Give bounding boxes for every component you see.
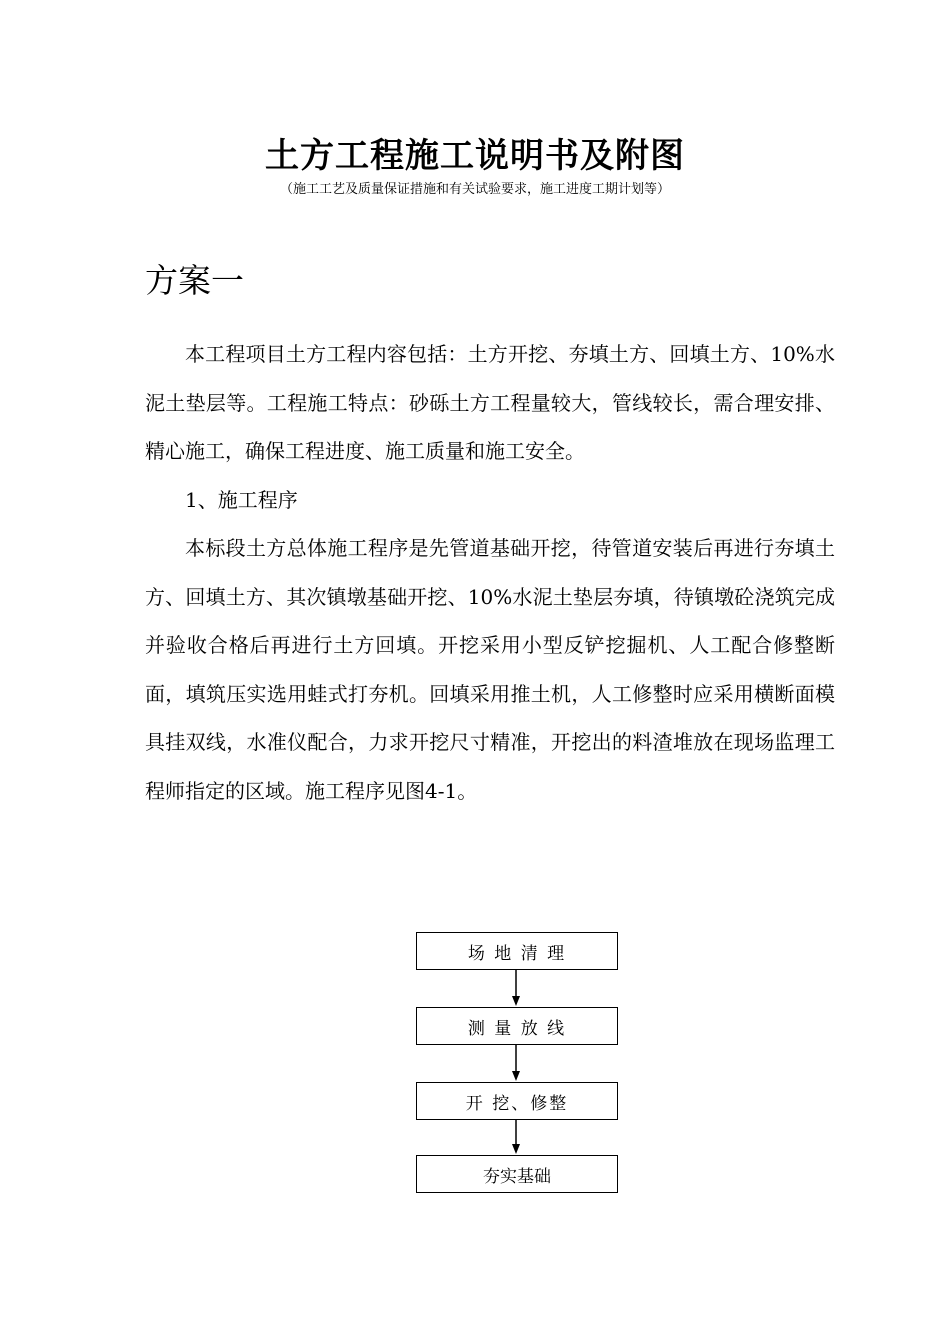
- section-heading: 方案一: [145, 261, 244, 300]
- subsection-heading: 1、施工程序: [185, 487, 298, 512]
- document-body: [145, 330, 835, 815]
- flowchart: [416, 932, 618, 1194]
- document-subtitle: （施工工艺及质量保证措施和有关试验要求，施工进度工期计划等）: [279, 182, 670, 197]
- flow-step-site-clearing: 场 地 清 理: [416, 932, 618, 970]
- arrow-down-icon: [511, 1120, 521, 1156]
- flow-step-survey-layout: 测 量 放 线: [416, 1007, 618, 1045]
- document-title: 土方工程施工说明书及附图: [265, 136, 685, 176]
- flow-step-compact-foundation: 夯实基础: [416, 1155, 618, 1193]
- flow-step-excavation-trimming: 开 挖、修整: [416, 1082, 618, 1120]
- paragraph: 本工程项目土方工程内容包括：土方开挖、夯填土方、回填土方、10%水泥土垫层等。工程施工特点：砂砾土方工程量较大，管线较长，需合理安排、精心施工，确保工程进度、施工质量和施工安全。: [145, 342, 835, 463]
- arrow-down-icon: [511, 970, 521, 1006]
- arrow-down-icon: [511, 1045, 521, 1081]
- paragraph: 本标段土方总体施工程序是先管道基础开挖，待管道安装后再进行夯填土方、回填土方、其次镇墩基础开挖、10%水泥土垫层夯填，待镇墩砼浇筑完成并验收合格后再进行土方回填。开挖采用小型反铲挖掘机、人工配合修整断面，填筑压实选用蛙式打夯机。回填采用推土机，人工修整时应采用横断面模具挂双线，水准仪配合，力求开挖尺寸精准，开挖出的料渣堆放在现场监理工程师指定的区域。施工程序见图4-1。: [145, 536, 835, 803]
